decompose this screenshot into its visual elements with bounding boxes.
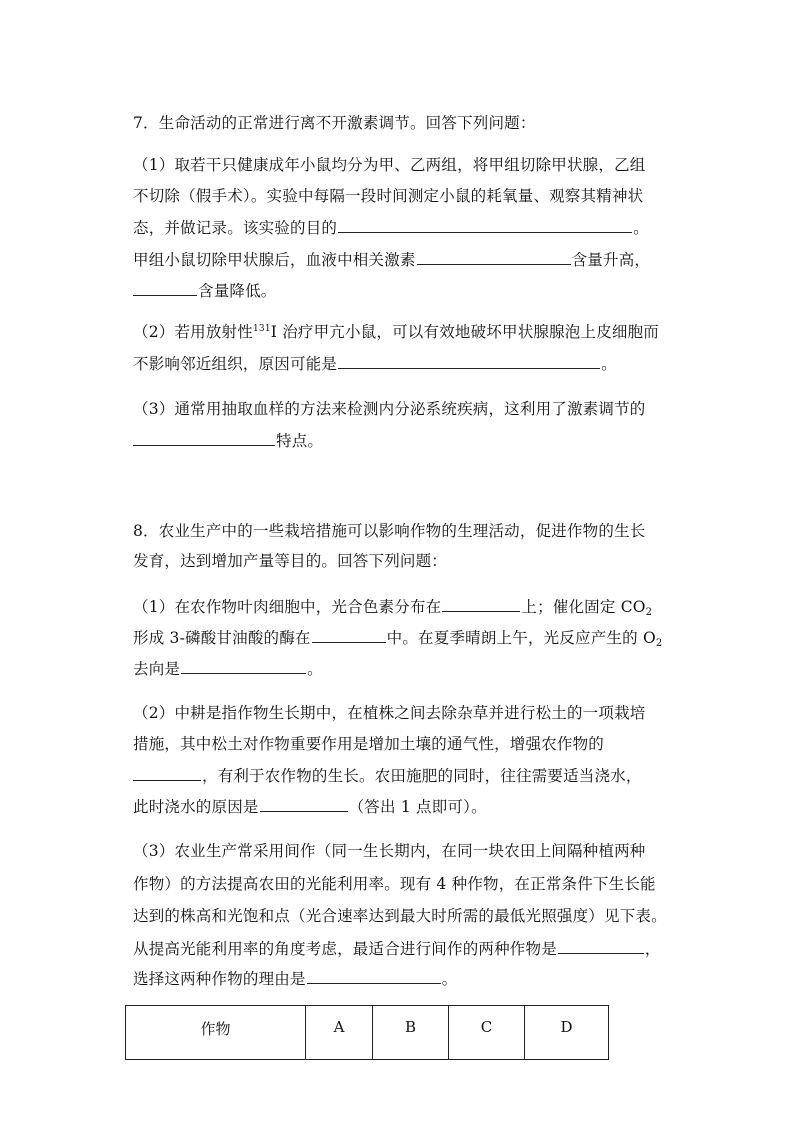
text: 从提高光能利用率的角度考虑，最适合进行间作的两种作物是 <box>133 940 557 958</box>
q8-part2-line4 <box>133 796 487 817</box>
stem-text: 7．生命活动的正常进行离不开激素调节。回答下列问题： <box>133 114 536 132</box>
table-header-row <box>126 1006 609 1060</box>
answer-blank[interactable] <box>312 627 386 643</box>
text: 含量升高， <box>571 251 651 269</box>
q7-part2-line2 <box>133 353 617 374</box>
q7-part1-line5 <box>133 280 277 301</box>
text: 达到的株高和光饱和点（光合速率达到最大时所需的最低光照强度）见下表。 <box>133 907 667 925</box>
answer-blank[interactable] <box>133 765 201 781</box>
answer-blank[interactable] <box>133 430 275 446</box>
subscript: 2 <box>655 638 663 649</box>
text: 不影响邻近组织，原因可能是 <box>133 355 338 373</box>
text: 。 <box>307 660 323 678</box>
text: 甲组小鼠切除甲状腺后，血液中相关激素 <box>133 251 416 269</box>
text: I 治疗甲亢小鼠，可以有效地破坏甲状腺腺泡上皮细胞而 <box>270 323 660 341</box>
q8-part3-line2 <box>133 874 656 894</box>
q8-part3-line4 <box>133 938 661 959</box>
answer-blank[interactable] <box>338 217 632 233</box>
q8-part3-line3 <box>133 906 667 926</box>
q7-part2-line1 <box>133 322 659 342</box>
table-cell: 作物 <box>126 1006 306 1060</box>
q7-part1-line4 <box>133 249 650 270</box>
q8-part2-line2 <box>133 734 604 754</box>
text: （1）取若干只健康成年小鼠均分为甲、乙两组，将甲组切除甲状腺，乙组 <box>133 156 646 174</box>
q8-part1-line1 <box>133 596 652 617</box>
answer-blank[interactable] <box>417 249 571 265</box>
text: 发育，达到增加产量等目的。回答下列问题： <box>133 552 448 570</box>
q7-part1-line3 <box>133 217 649 238</box>
text: 不切除（假手术）。实验中每隔一段时间测定小鼠的耗氧量、观察其精神状 <box>133 187 644 205</box>
table-cell: D <box>525 1006 609 1060</box>
text: （3）农业生产常采用间作（同一生长期内，在同一块农田上间隔种植两种 <box>133 842 646 860</box>
superscript: 131 <box>252 324 271 334</box>
q8-part2-line1 <box>133 703 645 723</box>
text: 含量降低。 <box>198 282 277 300</box>
subscript: 2 <box>645 607 653 618</box>
question-7-stem <box>133 113 536 133</box>
text: 。 <box>633 219 649 237</box>
table-cell: B <box>373 1006 449 1060</box>
question-8-stem-line2 <box>133 551 447 571</box>
crop-table <box>125 1005 609 1060</box>
q8-part3-line1 <box>133 841 645 861</box>
q8-part3-line5 <box>133 968 457 989</box>
text: 。 <box>601 355 617 373</box>
text: 上；催化固定 CO <box>521 598 646 616</box>
text: 特点。 <box>276 432 324 450</box>
answer-blank[interactable] <box>338 353 600 369</box>
text: 去向是 <box>133 660 181 678</box>
answer-blank[interactable] <box>181 658 306 674</box>
text: （2）若用放射性 <box>133 323 253 341</box>
answer-blank[interactable] <box>442 596 520 612</box>
q7-part3-line1 <box>133 399 645 419</box>
text: ， <box>644 940 661 958</box>
text: （答出 1 点即可）。 <box>348 798 487 816</box>
q8-part1-line2 <box>133 627 662 648</box>
text: 措施，其中松土对作物重要作用是增加土壤的通气性，增强农作物的 <box>133 735 605 753</box>
text: 作物）的方法提高农田的光能利用率。现有 4 种作物，在正常条件下生长能 <box>133 875 656 893</box>
answer-blank[interactable] <box>133 280 197 296</box>
text: （1）在农作物叶肉细胞中，光合色素分布在 <box>133 598 442 616</box>
text: 。 <box>441 970 458 988</box>
text: 态，并做记录。该实验的目的 <box>133 219 338 237</box>
answer-blank[interactable] <box>307 968 441 984</box>
q8-part2-line3 <box>133 765 642 786</box>
q7-part1-line2 <box>133 186 643 206</box>
q7-part1-line1 <box>133 155 645 175</box>
text: 选择这两种作物的理由是 <box>133 970 306 988</box>
q8-part1-line3 <box>133 658 323 679</box>
text: 中。在夏季晴朗上午，光反应产生的 O <box>386 629 656 647</box>
text: 8．农业生产中的一些栽培措施可以影响作物的生理活动，促进作物的生长 <box>133 522 646 540</box>
question-8-stem-line1 <box>133 521 645 541</box>
text: ，有利于农作物的生长。农田施肥的同时，往往需要适当浇水， <box>202 767 642 785</box>
text: （2）中耕是指作物生长期中，在植株之间去除杂草并进行松土的一项栽培 <box>133 704 646 722</box>
text: 形成 3-磷酸甘油酸的酶在 <box>133 629 311 647</box>
answer-blank[interactable] <box>260 796 348 812</box>
q7-part3-line2 <box>133 430 323 451</box>
text: （3）通常用抽取血样的方法来检测内分泌系统疾病，这利用了激素调节的 <box>133 400 646 418</box>
table-cell: A <box>306 1006 373 1060</box>
text: 此时浇水的原因是 <box>133 798 259 816</box>
answer-blank[interactable] <box>558 938 644 954</box>
table-cell: C <box>449 1006 525 1060</box>
